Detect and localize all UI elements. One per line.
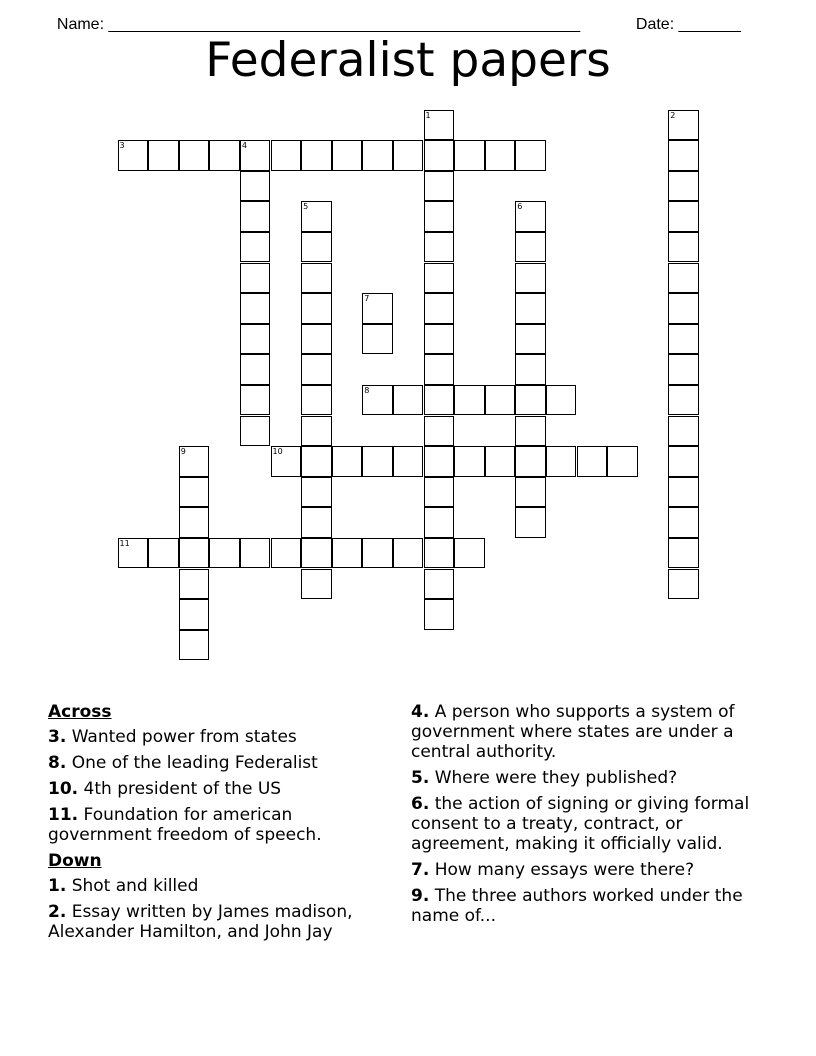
clue-number: 10: [272, 447, 283, 457]
grid-cell: [362, 140, 393, 171]
grid-cell: [424, 416, 455, 447]
clue-down-2: 2. Essay written by James madison, Alexander Hamilton, and John Jay: [48, 902, 353, 942]
grid-cell: [424, 110, 455, 141]
grid-cell: [515, 263, 546, 294]
grid-cell: [668, 171, 699, 202]
grid-cell: [209, 538, 240, 569]
grid-cell: [179, 446, 210, 477]
clue-down-6: 6. the action of signing or giving formal consent to a treaty, contract, or agreement, making it officially valid.: [411, 794, 750, 854]
grid-cell: [179, 569, 210, 600]
grid-cell: [546, 385, 577, 416]
clue-number: 2: [670, 110, 676, 120]
grid-cell: [515, 140, 546, 171]
grid-cell: [668, 232, 699, 263]
grid-cell: [668, 416, 699, 447]
grid-cell: [240, 171, 271, 202]
grid-cell: [424, 171, 455, 202]
grid-cell: [424, 569, 455, 600]
grid-cell: [301, 507, 332, 538]
grid-cell: [240, 263, 271, 294]
grid-cell: [668, 507, 699, 538]
grid-cell: [301, 446, 332, 477]
grid-cell: [362, 538, 393, 569]
grid-cell: [424, 385, 455, 416]
grid-cell: [424, 293, 455, 324]
grid-cell: [301, 477, 332, 508]
grid-cell: [424, 140, 455, 171]
grid-cell: [485, 385, 516, 416]
clue-down-1: 1. Shot and killed: [48, 876, 199, 896]
grid-cell: [515, 232, 546, 263]
date-line: _______: [678, 16, 741, 33]
grid-cell: [118, 538, 149, 569]
grid-cell: [148, 538, 179, 569]
grid-cell: [209, 140, 240, 171]
grid-cell: [332, 538, 363, 569]
clue-number: 9: [180, 447, 186, 457]
grid-cell: [424, 232, 455, 263]
grid-cell: [240, 385, 271, 416]
grid-cell: [240, 232, 271, 263]
grid-cell: [301, 293, 332, 324]
grid-cell: [515, 293, 546, 324]
down-heading: Down: [48, 851, 102, 871]
grid-cell: [515, 507, 546, 538]
name-line: _____________________________________________________: [108, 16, 581, 33]
grid-cell: [424, 599, 455, 630]
grid-cell: [668, 263, 699, 294]
grid-cell: [393, 385, 424, 416]
clue-number: 5: [303, 202, 309, 212]
grid-cell: [485, 140, 516, 171]
grid-cell: [271, 538, 302, 569]
grid-cell: [240, 293, 271, 324]
clue-across-8: 8. One of the leading Federalist: [48, 753, 318, 773]
grid-cell: [301, 354, 332, 385]
clue-down-9: 9. The three authors worked under the name of...: [411, 886, 743, 926]
grid-cell: [179, 538, 210, 569]
grid-cell: [271, 140, 302, 171]
grid-cell: [393, 140, 424, 171]
grid-cell: [668, 385, 699, 416]
page-title: Federalist papers: [205, 33, 611, 88]
clue-number: 3: [119, 141, 125, 151]
across-heading: Across: [48, 702, 112, 722]
grid-cell: [301, 201, 332, 232]
grid-cell: [668, 446, 699, 477]
grid-cell: [301, 538, 332, 569]
grid-cell: [668, 354, 699, 385]
grid-cell: [424, 263, 455, 294]
clues-left-column: [48, 702, 398, 948]
clue-number: 6: [517, 202, 523, 212]
grid-cell: [179, 630, 210, 661]
grid-cell: [515, 385, 546, 416]
grid-cell: [148, 140, 179, 171]
grid-cell: [668, 293, 699, 324]
grid-cell: [515, 416, 546, 447]
clue-number: 11: [119, 538, 130, 548]
grid-cell: [393, 538, 424, 569]
grid-cell: [332, 446, 363, 477]
grid-cell: [515, 446, 546, 477]
grid-cell: [668, 201, 699, 232]
clue-across-3: 3. Wanted power from states: [48, 727, 297, 747]
grid-cell: [362, 385, 393, 416]
grid-cell: [515, 477, 546, 508]
clue-across-10: 10. 4th president of the US: [48, 779, 282, 799]
grid-cell: [668, 477, 699, 508]
grid-cell: [179, 477, 210, 508]
grid-cell: [301, 385, 332, 416]
grid-cell: [424, 477, 455, 508]
grid-cell: [668, 538, 699, 569]
grid-cell: [668, 324, 699, 355]
grid-cell: [546, 446, 577, 477]
grid-cell: [179, 507, 210, 538]
grid-cell: [240, 140, 271, 171]
grid-cell: [424, 201, 455, 232]
grid-cell: [240, 324, 271, 355]
grid-cell: [668, 140, 699, 171]
grid-cell: [454, 140, 485, 171]
grid-cell: [515, 324, 546, 355]
grid-cell: [301, 569, 332, 600]
clue-number: 8: [364, 385, 370, 395]
name-label: Name:: [56, 16, 109, 33]
grid-cell: [454, 446, 485, 477]
grid-cell: [454, 538, 485, 569]
grid-cell: [454, 385, 485, 416]
grid-cell: [607, 446, 638, 477]
clue-number: 7: [364, 294, 370, 304]
clues-right-column: [411, 702, 781, 932]
grid-cell: [301, 263, 332, 294]
clue-across-11: 11. Foundation for american government freedom of speech.: [48, 805, 322, 845]
clue-number: 1: [425, 110, 431, 120]
grid-cell: [393, 446, 424, 477]
grid-cell: [179, 140, 210, 171]
clue-down-4: 4. A person who supports a system of government where states are under a central authority.: [411, 702, 735, 762]
grid-cell: [577, 446, 608, 477]
grid-cell: [118, 140, 149, 171]
grid-cell: [301, 416, 332, 447]
grid-cell: [424, 324, 455, 355]
grid-cell: [668, 110, 699, 141]
grid-cell: [668, 569, 699, 600]
grid-cell: [240, 538, 271, 569]
grid-cell: [240, 201, 271, 232]
grid-cell: [301, 324, 332, 355]
grid-cell: [301, 232, 332, 263]
clue-number: 4: [241, 141, 247, 151]
clue-down-5: 5. Where were they published?: [411, 768, 678, 788]
date-label: Date:: [635, 16, 679, 33]
grid-cell: [362, 446, 393, 477]
grid-cell: [424, 507, 455, 538]
grid-cell: [240, 354, 271, 385]
grid-cell: [332, 140, 363, 171]
grid-cell: [240, 416, 271, 447]
grid-cell: [515, 354, 546, 385]
grid-cell: [362, 324, 393, 355]
grid-cell: [424, 446, 455, 477]
grid-cell: [271, 446, 302, 477]
grid-cell: [179, 599, 210, 630]
grid-cell: [424, 538, 455, 569]
grid-cell: [362, 293, 393, 324]
grid-cell: [515, 201, 546, 232]
clue-down-7: 7. How many essays were there?: [411, 860, 695, 880]
grid-cell: [301, 140, 332, 171]
grid-cell: [424, 354, 455, 385]
grid-cell: [485, 446, 516, 477]
